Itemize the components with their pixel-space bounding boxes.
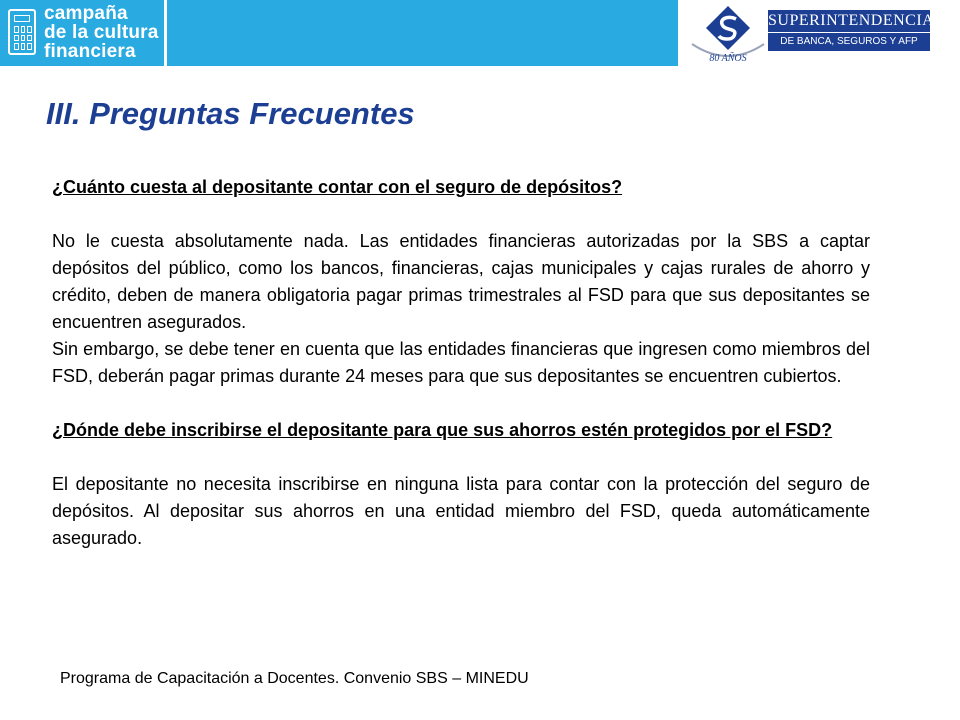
org-name: SUPERINTENDENCIA	[768, 10, 930, 32]
campaign-line-1: campaña	[44, 3, 128, 24]
faq-question-2: ¿Dónde debe inscribirse el depositante para que sus ahorros estén protegidos por el FSD?	[52, 420, 833, 440]
faq-question-1: ¿Cuánto cuesta al depositante contar con el seguro de depósitos?	[52, 177, 623, 197]
campaign-line-3: financiera	[44, 41, 136, 62]
page-title: III. Preguntas Frecuentes	[46, 96, 415, 131]
faq-answer-1a: No le cuesta absolutamente nada. Las entidades financieras autorizadas por la SBS a captar depósitos del público, como los bancos, financieras, cajas municipales y cajas rurales de ahorro y crédito, deben de manera obligatoria pagar primas trimestrales al FSD para que sus depositantes se encuentren asegurados.	[52, 231, 870, 332]
sbs-emblem-icon	[688, 4, 768, 64]
campaign-logo	[0, 0, 167, 66]
faq-answer-2: El depositante no necesita inscribirse en ninguna lista para contar con la protección del seguro de depósitos. Al depositar sus ahorros en una entidad miembro del FSD, queda automáticamente asegurado.	[52, 474, 870, 548]
sbs-logo	[678, 0, 960, 66]
org-subtitle: DE BANCA, SEGUROS Y AFP	[768, 33, 930, 51]
campaign-line-2: de la cultura	[44, 22, 159, 43]
campaign-text	[44, 4, 159, 61]
calculator-icon	[8, 9, 36, 55]
faq-answer-1b: Sin embargo, se debe tener en cuenta que las entidades financieras que ingresen como miembros del FSD, deberán pagar primas durante 24 meses para que sus depositantes se encuentren cubiertos.	[52, 339, 870, 386]
anniversary-text: 80 AÑOS	[709, 53, 747, 64]
footer-text: Programa de Capacitación a Docentes. Convenio SBS – MINEDU	[60, 670, 529, 687]
faq-content	[52, 174, 870, 552]
